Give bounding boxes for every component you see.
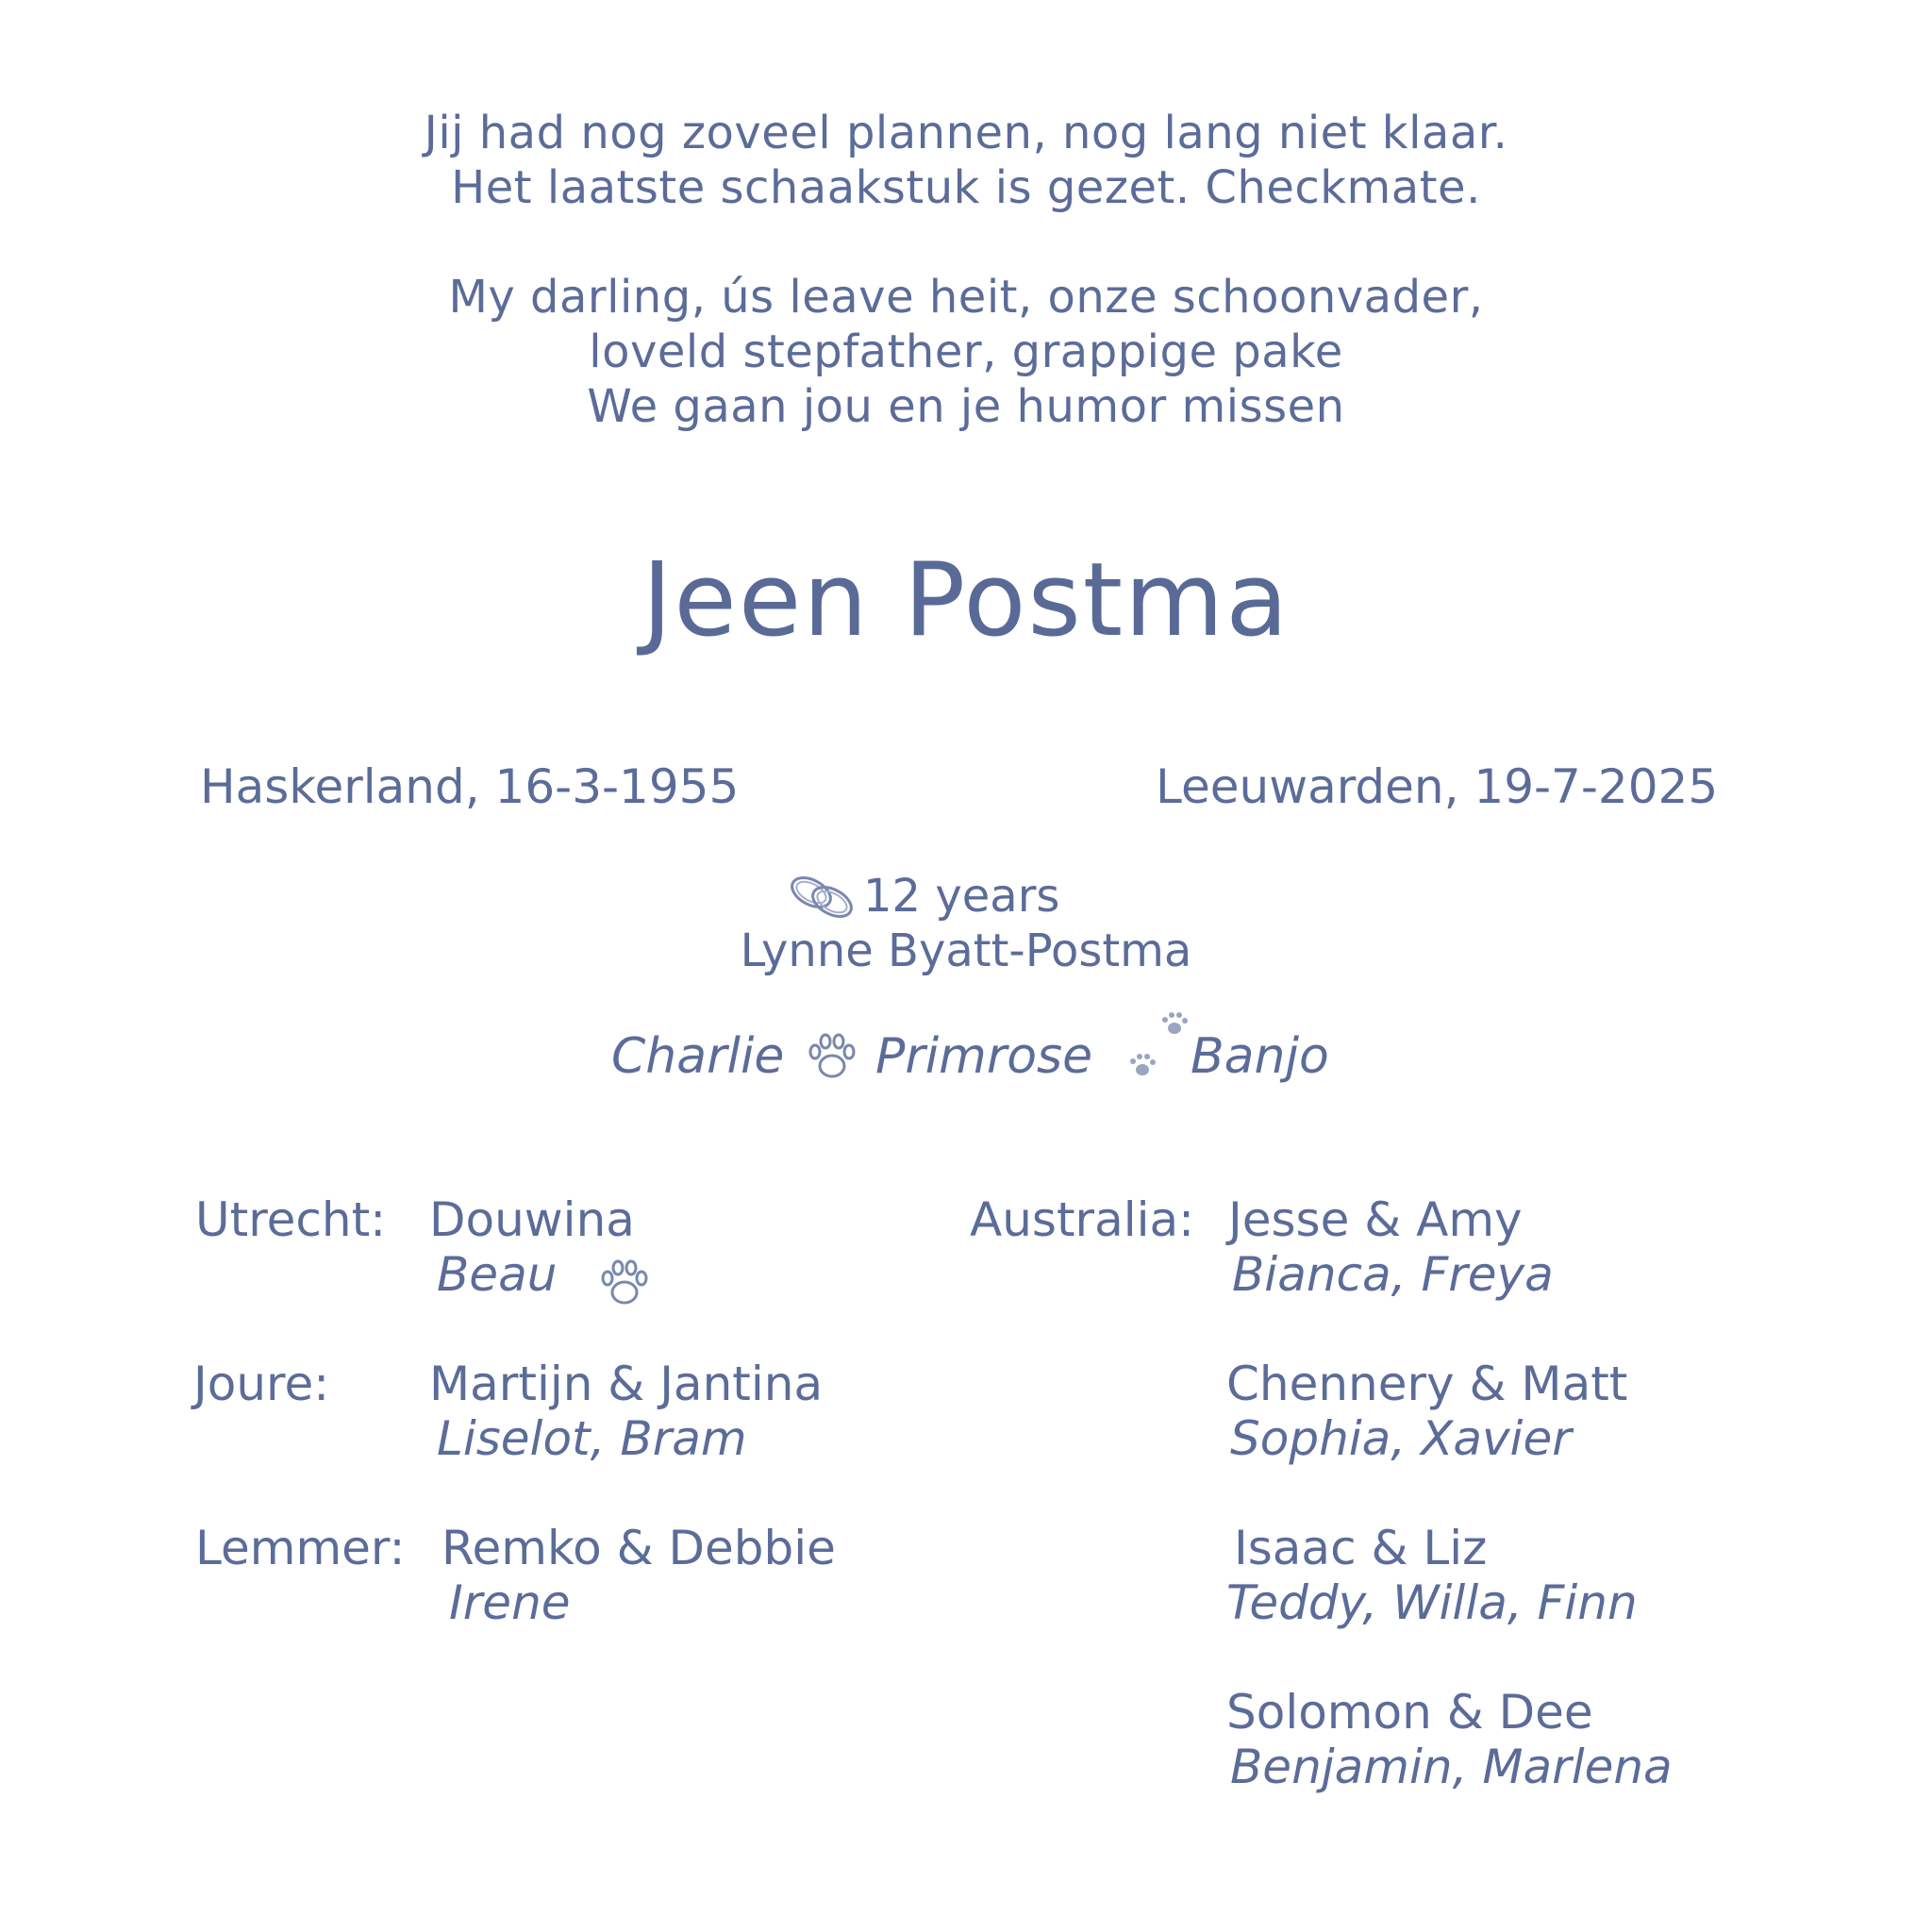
pet-name-primrose: Primrose (875, 1028, 1093, 1085)
family-names-isaac-liz: Isaac & Liz (1234, 1521, 1488, 1575)
family-children-sophia-xavier: Sophia, Xavier (1230, 1411, 1572, 1466)
family-place-australia: Australia: (970, 1192, 1195, 1247)
family-children-beau: Beau (437, 1247, 558, 1302)
marriage-years: 12 years (863, 870, 1060, 923)
family-children-benjamin-marlena: Benjamin, Marlena (1230, 1740, 1673, 1794)
poem-line-2: Het laatste schaakstuk is gezet. Checkmate. (451, 161, 1481, 214)
family-names-solomon-dee: Solomon & Dee (1226, 1685, 1593, 1740)
paw-prints-icon (1127, 1008, 1190, 1085)
wedding-rings-icon (783, 866, 862, 926)
pet-name-banjo: Banjo (1191, 1028, 1329, 1085)
family-names-chennery-matt: Chennery & Matt (1226, 1357, 1628, 1411)
family-place-utrecht: Utrecht: (195, 1192, 387, 1247)
family-names-remko-debbie: Remko & Debbie (441, 1521, 836, 1575)
family-place-joure: Joure: (193, 1357, 330, 1411)
family-names-martijn-jantina: Martijn & Jantina (429, 1357, 824, 1411)
family-place-lemmer: Lemmer: (195, 1521, 406, 1575)
family-children-liselot-bram: Liselot, Bram (437, 1411, 747, 1466)
poem-line-3: My darling, ús leave heit, onze schoonvader, (448, 271, 1484, 324)
deceased-name: Jeen Postma (641, 541, 1291, 659)
family-children-bianca-freya: Bianca, Freya (1232, 1247, 1554, 1302)
pet-name-charlie: Charlie (611, 1028, 785, 1085)
poem-line-1: Jij had nog zoveel plannen, nog lang niet klaar. (424, 107, 1508, 159)
poem-line-4: loveld stepfather, grappige pake (589, 325, 1343, 378)
family-names-douwina: Douwina (429, 1192, 635, 1247)
spouse-name: Lynne Byatt-Postma (740, 924, 1192, 977)
paw-icon (596, 1255, 653, 1311)
family-names-jesse-amy: Jesse & Amy (1228, 1192, 1523, 1247)
poem-line-5: We gaan jou en je humor missen (587, 380, 1345, 433)
family-children-teddy-willa-finn: Teddy, Willa, Finn (1226, 1575, 1638, 1630)
birth-place-date: Haskerland, 16-3-1955 (200, 759, 740, 814)
paw-icon (804, 1028, 860, 1085)
family-children-irene: Irene (449, 1575, 571, 1630)
death-place-date: Leeuwarden, 19-7-2025 (1156, 759, 1719, 814)
